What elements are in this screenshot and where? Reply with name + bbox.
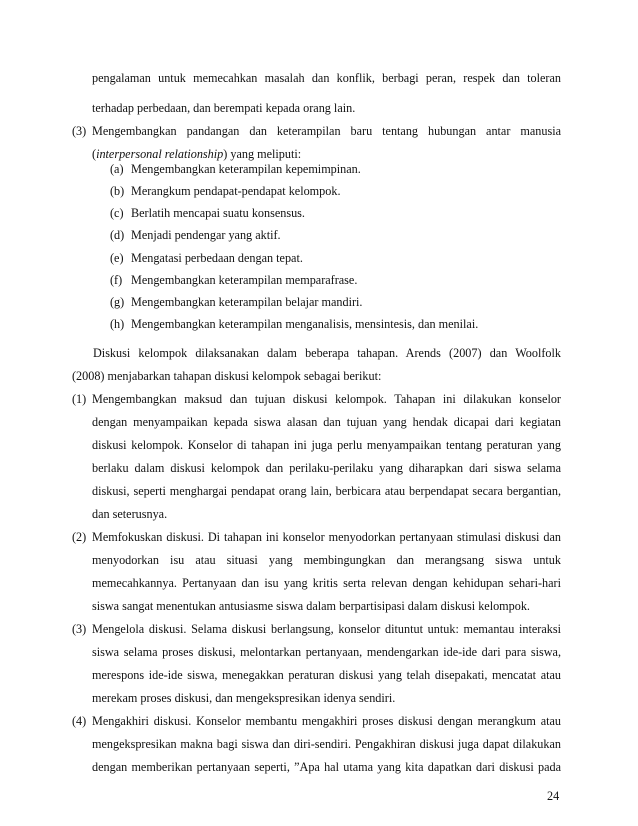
step-1-line: diskusi kelompok. Konselor di tahapan ini juga perlu menyampaikan tentang peraturan yang [92,438,561,452]
step-1-line: dengan menyampaikan kepada siswa alasan dan tujuan yang hendak dicapai dari kegiatan [92,415,561,429]
item-3-label: (3) [72,124,87,138]
step-2-line: memecahkannya. Pertanyaan dan isu yang kritis serta relevan dengan kehidupan sehari-hari [92,576,561,590]
step-1-line: diskusi, seperti menghargai pendapat orang lain, berbicara atau berpendapat secara bergantian, [92,484,561,498]
step-1-line: dan seterusnya. [92,507,168,521]
subitem-text: Mengembangkan keterampilan belajar mandiri. [131,295,363,309]
step-1-line: berlaku dalam diskusi kelompok dan perilaku-perilaku yang diharapkan dari siswa selama [92,461,561,475]
item-3-line-2-rest: ) yang meliputi: [223,147,302,161]
step-3-line: siswa selama proses diskusi, melontarkan pertanyaan, mendengarkan ide-ide dari para siswa, [92,645,561,659]
intro-line-2: terhadap perbedaan, dan berempati kepada orang lain. [92,101,356,115]
subitem-label: (e) [110,251,124,265]
subitem-label: (c) [110,206,124,220]
step-2-line: siswa sangat menentukan antusiasme siswa dalam berpartisipasi dalam diskusi kelompok. [92,599,530,613]
item-3-line-1: Mengembangkan pandangan dan keterampilan baru tentang hubungan antar manusia [92,124,561,138]
step-1-line: Mengembangkan maksud dan tujuan diskusi kelompok. Tahapan ini dilakukan konselor [92,392,561,406]
step-2-line: menyodorkan isu atau situasi yang membingungkan dan merangsang siswa untuk [92,553,561,567]
subitem-label: (d) [110,228,125,242]
step-4-label: (4) [72,714,87,728]
step-2-label: (2) [72,530,87,544]
item-3-italic-term: interpersonal relationship [96,147,224,161]
step-4-line: mengekspresikan makna bagi siswa dan diri-sendiri. Pengakhiran diskusi juga dapat dilakukan [92,737,561,751]
step-3-line: merespons ide-ide siswa, menegakkan peraturan diskusi yang telah disepakati, mencatat atau [92,668,561,682]
paragraph-line-2: (2008) menjabarkan tahapan diskusi kelompok sebagai berikut: [72,369,382,383]
subitem-label: (h) [110,317,125,331]
step-3-line: merekam proses diskusi, dan mengekspresikan idenya sendiri. [92,691,396,705]
subitem-text: Berlatih mencapai suatu konsensus. [131,206,305,220]
subitem-label: (a) [110,162,124,176]
step-4-line: dengan memberikan pertanyaan seperti, ”Apa hal utama yang kita dapatkan dari diskusi pada [92,760,561,774]
step-3-line: Mengelola diskusi. Selama diskusi berlangsung, konselor dituntut untuk: memantau interaksi [92,622,561,636]
subitem-text: Mengatasi perbedaan dengan tepat. [131,251,303,265]
page-number: 24 [547,789,560,803]
step-3-label: (3) [72,622,87,636]
item-3-line-2 [92,147,301,162]
paragraph-line-1: Diskusi kelompok dilaksanakan dalam beberapa tahapan. Arends (2007) dan Woolfolk [93,346,561,360]
intro-line-1: pengalaman untuk memecahkan masalah dan konflik, berbagi peran, respek dan toleran [92,71,561,85]
step-4-line: Mengakhiri diskusi. Konselor membantu mengakhiri proses diskusi dengan merangkum atau [92,714,561,728]
item-3-paren-open: ( [92,147,97,161]
subitem-text: Menjadi pendengar yang aktif. [131,228,281,242]
subitem-text: Mengembangkan keterampilan kepemimpinan. [131,162,361,176]
subitem-label: (b) [110,184,125,198]
subitem-label: (f) [110,273,123,287]
step-1-label: (1) [72,392,87,406]
step-2-line: Memfokuskan diskusi. Di tahapan ini konselor menyodorkan pertanyaan stimulasi diskusi dan [92,530,561,544]
subitem-text: Merangkum pendapat-pendapat kelompok. [131,184,341,198]
subitem-text: Mengembangkan keterampilan memparafrase. [131,273,358,287]
subitem-label: (g) [110,295,125,309]
subitem-text: Mengembangkan keterampilan menganalisis, mensintesis, dan menilai. [131,317,479,331]
